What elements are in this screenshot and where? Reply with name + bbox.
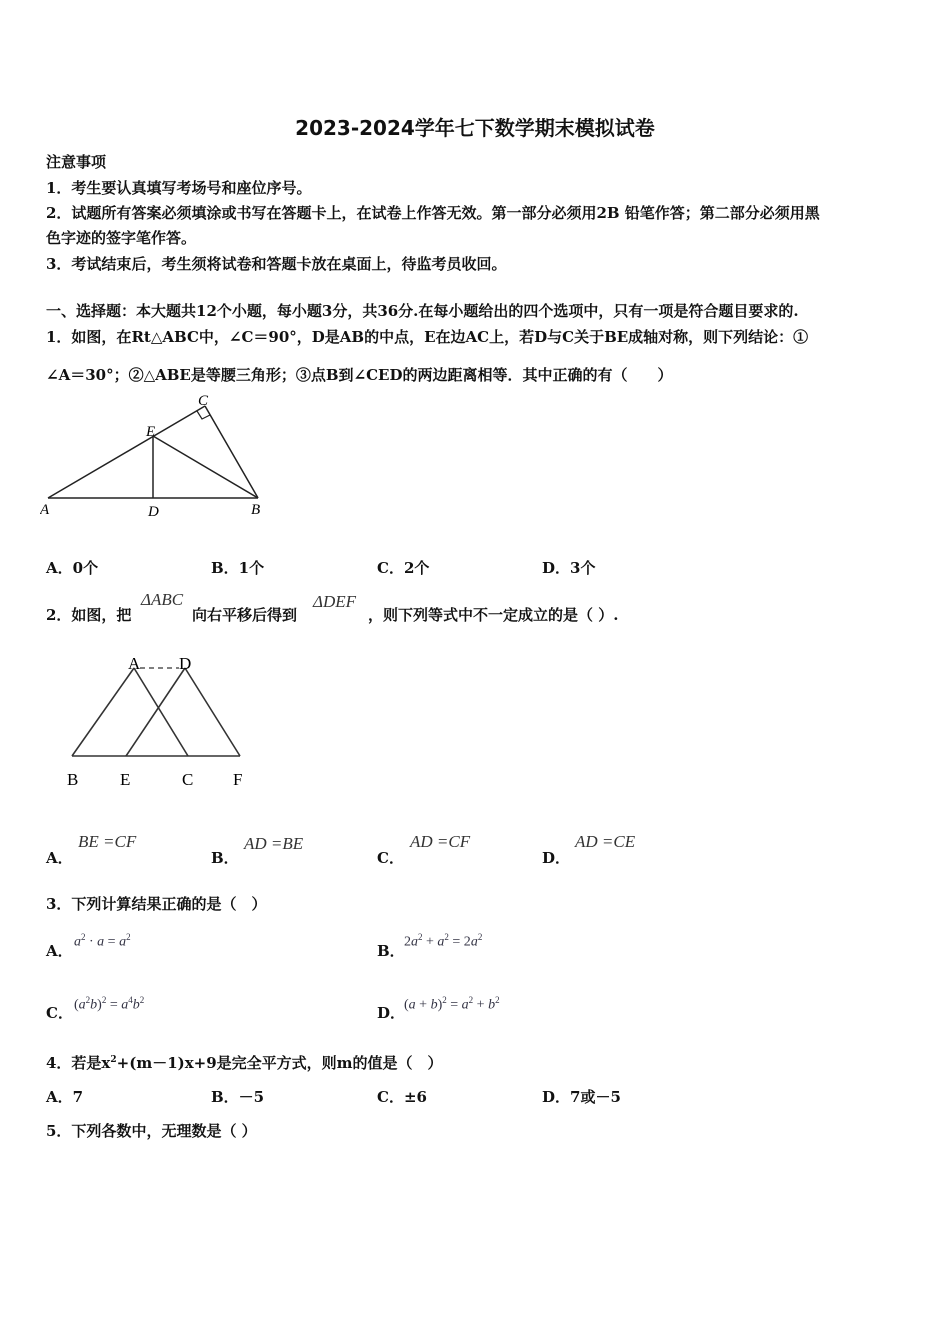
- q2-triangle-def: ΔDEF: [313, 592, 357, 611]
- q3-option-c-letter: C．: [46, 1004, 73, 1022]
- q2-figure: [60, 652, 260, 792]
- label-c: C: [198, 393, 209, 409]
- notice-item-2-cont: 色字迹的签字笔作答。: [46, 229, 197, 247]
- notice-item-3: 3．考试结束后，考生须将试卷和答题卡放在桌面上，待监考员收回。: [46, 255, 507, 273]
- q1-option-b: B．1个: [211, 559, 265, 577]
- q2-triangle-abc: ΔABC: [141, 590, 184, 609]
- q5-stem: 5．下列各数中，无理数是（ ）: [46, 1122, 257, 1140]
- q2-option-a-letter: A．: [46, 849, 73, 867]
- label-a: A: [40, 502, 50, 518]
- label-d: D: [148, 504, 159, 520]
- q4-option-d: D．7或－5: [542, 1088, 621, 1106]
- q2-option-b-letter: B．: [211, 849, 239, 867]
- q4-stem-sup: 2: [110, 1055, 117, 1065]
- q3-option-d-letter: D．: [377, 1004, 406, 1022]
- q3-option-b-letter: B．: [377, 942, 405, 960]
- q3-option-c-expr: $(a^2b)^2 = a^4b^2$: [74, 995, 145, 1013]
- q1-stem-line2: ∠A＝30°；②△ABE是等腰三角形；③点B到∠CED的两边距离相等．其中正确的有（ ）: [46, 366, 673, 384]
- q1-option-c: C．2个: [377, 559, 430, 577]
- q4-option-a: A．7: [46, 1088, 84, 1106]
- segment-eb: [153, 436, 258, 498]
- q2-option-d-expr: AD =CE: [575, 832, 636, 851]
- segment-de: [126, 668, 185, 756]
- label-e: E: [146, 424, 156, 440]
- section-heading: 一、选择题：本大题共12个小题，每小题3分，共36分.在每小题给出的四个选项中，只有一项是符合题目要求的.: [46, 302, 799, 320]
- q4-stem-suffix: +(m－1)x+9是完全平方式，则m的值是（ ）: [116, 1054, 443, 1072]
- q2-stem-middle: 向右平移后得到: [192, 606, 298, 624]
- q3-option-d-expr: $(a + b)^2 = a^2 + b^2$: [404, 995, 500, 1013]
- label-b: B: [251, 502, 261, 518]
- notice-item-1: 1．考生要认真填写考场号和座位序号。: [46, 179, 312, 197]
- q3-stem: 3．下列计算结果正确的是（ ）: [46, 895, 267, 913]
- q3-option-a-expr: $a^2 \cdot a = a^2$: [74, 932, 131, 950]
- q1-stem-line1: 1．如图，在Rt△ABC中，∠C＝90°，D是AB的中点，E在边AC上，若D与C关于BE成轴对称，则下列结论：①: [46, 328, 809, 346]
- q2-option-b-expr: AD =BE: [244, 834, 304, 853]
- segment-cb: [205, 406, 258, 498]
- q2-option-c-letter: C．: [377, 849, 404, 867]
- q2-stem-prefix: 2．如图，把: [46, 606, 132, 624]
- label-d: D: [179, 654, 192, 673]
- q3-option-a-letter: A．: [46, 942, 73, 960]
- segment-df: [185, 668, 240, 756]
- q4-stem-prefix: 4．若是x: [46, 1054, 111, 1072]
- notice-item-2: 2．试题所有答案必须填涂或书写在答题卡上，在试卷上作答无效。第一部分必须用2B 铅笔作答；第二部分必须用黑: [46, 204, 820, 222]
- q1-figure: [40, 390, 280, 522]
- q4-option-b: B．－5: [211, 1088, 265, 1106]
- q2-option-d-letter: D．: [542, 849, 571, 867]
- label-c: C: [182, 770, 194, 789]
- q2-option-c-expr: AD =CF: [410, 832, 471, 851]
- segment-ab: [72, 668, 134, 756]
- q1-option-d: D．3个: [542, 559, 596, 577]
- page-title: 2023-2024学年七下数学期末模拟试卷: [295, 116, 655, 140]
- q4-stem: [46, 1052, 443, 1073]
- label-b: B: [67, 770, 79, 789]
- label-f: F: [233, 770, 243, 789]
- label-e: E: [120, 770, 131, 789]
- segment-ac: [134, 668, 188, 756]
- q3-option-b-expr: $2a^2 + a^2 = 2a^2$: [404, 932, 483, 950]
- q4-option-c: C．±6: [377, 1088, 427, 1106]
- q1-option-a: A．0个: [46, 559, 99, 577]
- q2-stem-suffix: ，则下列等式中不一定成立的是（ ）.: [368, 606, 619, 624]
- notice-heading: 注意事项: [46, 153, 107, 171]
- q2-option-a-expr: BE =CF: [78, 832, 137, 851]
- label-a: A: [128, 654, 141, 673]
